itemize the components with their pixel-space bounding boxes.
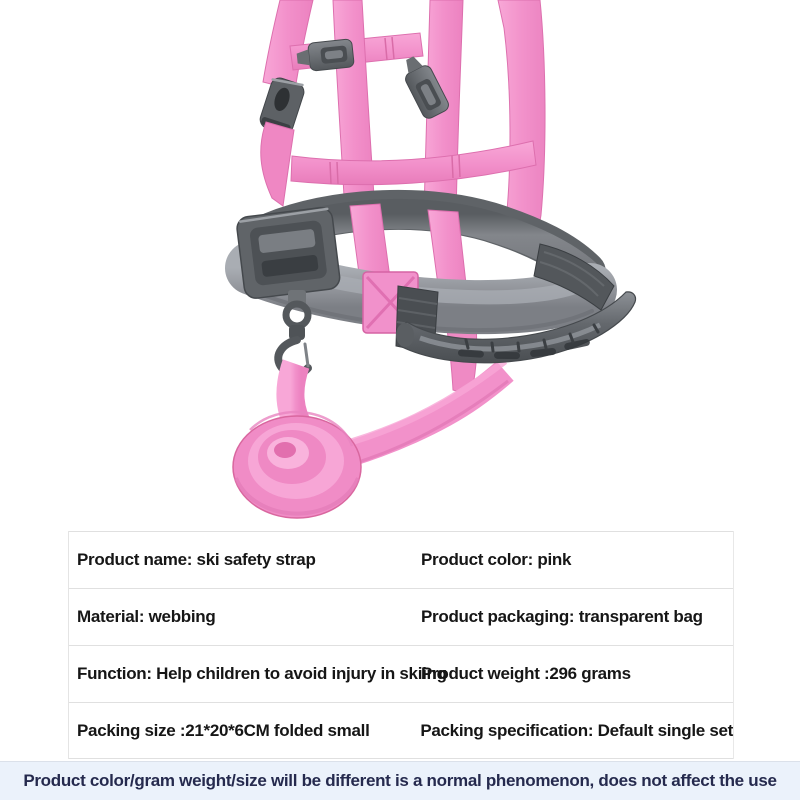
spec-product-name: Product name: ski safety strap bbox=[77, 550, 316, 569]
spec-table bbox=[68, 531, 734, 759]
notice-bar bbox=[0, 761, 800, 800]
spec-row-4 bbox=[69, 702, 733, 759]
spec-row-2 bbox=[69, 588, 733, 645]
spec-row-1 bbox=[69, 531, 733, 588]
spec-material: Material: webbing bbox=[77, 607, 216, 626]
leash bbox=[233, 361, 508, 518]
leash-coil bbox=[233, 412, 361, 518]
spec-function: Function: Help children to avoid injury in skiing bbox=[77, 664, 447, 683]
spec-weight: Product weight :296 grams bbox=[421, 664, 631, 683]
spec-row-3 bbox=[69, 645, 733, 702]
belt-buckle-icon bbox=[236, 206, 341, 299]
spec-packing-size: Packing size :21*20*6CM folded small bbox=[77, 720, 370, 740]
spec-product-color: Product color: pink bbox=[421, 550, 572, 569]
notice-text: Product color/gram weight/size will be different is a normal phenomenon, does not affect the use bbox=[23, 771, 777, 790]
spec-packing-spec: Packing specification: Default single set bbox=[420, 720, 733, 740]
spec-packaging: Product packaging: transparent bag bbox=[421, 607, 703, 626]
